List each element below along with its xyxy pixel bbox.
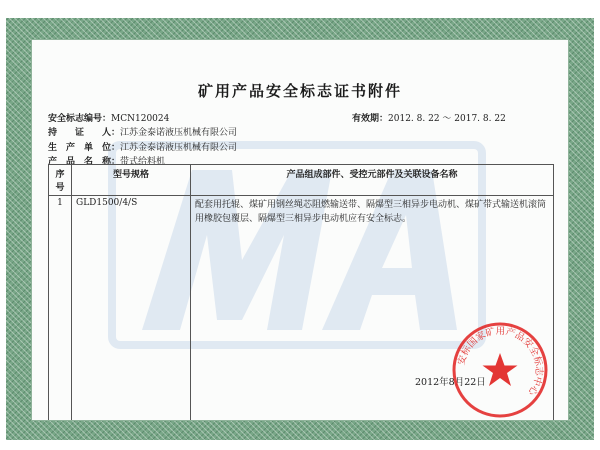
validity-label: 有效期： bbox=[352, 114, 389, 124]
certificate-title: 矿用产品安全标志证书附件 bbox=[197, 82, 402, 100]
certificate-sheet bbox=[31, 39, 569, 421]
holder-label: 持 证 人： bbox=[48, 128, 121, 138]
cert-number-label: 安全标志编号： bbox=[48, 114, 112, 124]
issue-date: 2012年8月22日 bbox=[415, 377, 486, 388]
certificate-border bbox=[6, 18, 594, 440]
validity-period: 2012. 8. 22 ～ 2017. 8. 22 bbox=[388, 114, 506, 124]
holder-row bbox=[48, 125, 237, 138]
row-model: GLD1500/4/S bbox=[72, 196, 191, 422]
product-name: 带式给料机 bbox=[120, 157, 166, 167]
svg-text:安标国家矿用产品安全标志中心: 安标国家矿用产品安全标志中心 bbox=[456, 325, 545, 398]
header-components: 产品组成部件、受控元部件及关联设备名称 bbox=[191, 165, 554, 196]
manufacturer-label: 生 产 单 位： bbox=[48, 143, 121, 153]
product-label: 产 品 名 称： bbox=[48, 157, 121, 167]
holder-name: 江苏金泰诺液压机械有限公司 bbox=[120, 128, 238, 138]
official-seal-stamp bbox=[450, 320, 550, 420]
validity-row bbox=[352, 111, 506, 124]
manufacturer-name: 江苏金泰诺液压机械有限公司 bbox=[120, 143, 238, 153]
cert-number: MCN120024 bbox=[111, 114, 170, 124]
row-components: 配套用托辊、煤矿用钢丝绳芯阻燃输送带、隔爆型三相异步电动机、煤矿带式输送机滚筒用橡胶包覆层、隔爆型三相异步电动机应有安全标志。 bbox=[191, 196, 554, 422]
table-header-row bbox=[49, 165, 554, 196]
cert-number-row bbox=[48, 111, 169, 124]
manufacturer-row bbox=[48, 140, 237, 153]
header-serial: 序号 bbox=[49, 165, 72, 196]
header-model: 型号规格 bbox=[72, 165, 191, 196]
row-serial: 1 bbox=[49, 196, 72, 422]
